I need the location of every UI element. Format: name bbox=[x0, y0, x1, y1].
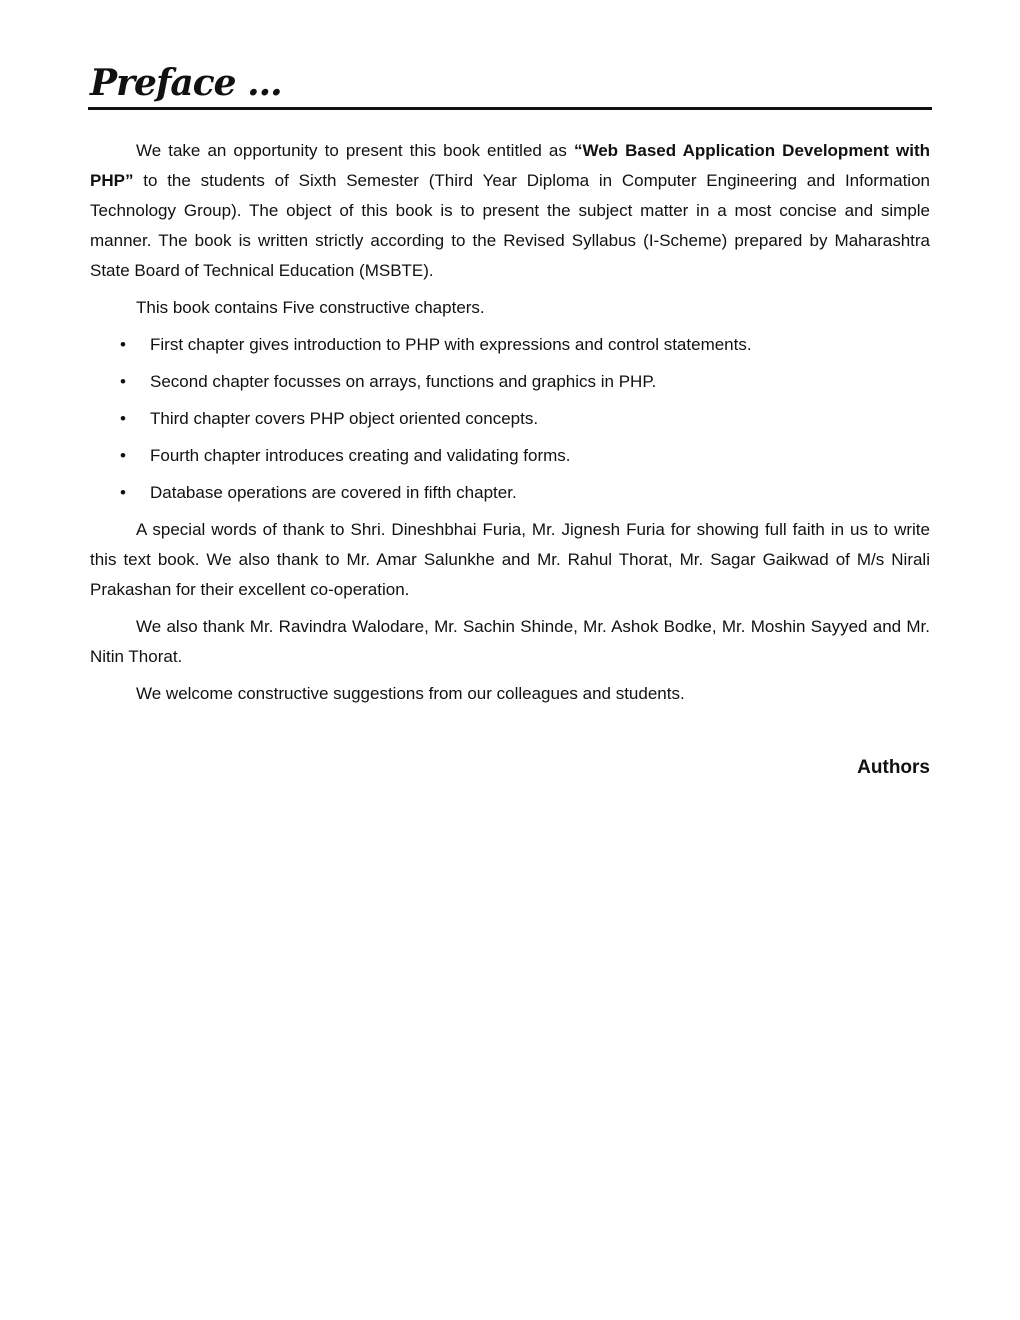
thanks-paragraph-2: We also thank Mr. Ravindra Walodare, Mr. Sachin Shinde, Mr. Ashok Bodke, Mr. Moshin Sayyed and Mr. Nitin Thorat. bbox=[90, 617, 930, 666]
list-item bbox=[90, 367, 930, 397]
list-item bbox=[90, 330, 930, 360]
thanks-paragraph: A special words of thank to Shri. Dineshbhai Furia, Mr. Jignesh Furia for showing full faith in us to write this text book. We also thank to Mr. Amar Salunkhe and Mr. Rahul Thorat, Mr. Sagar Gaikwad of M/s Nirali Prakashan for their excellent co-operation. bbox=[90, 520, 930, 599]
signature: Authors bbox=[857, 757, 930, 778]
bullet-icon: • bbox=[120, 372, 126, 391]
bullet-icon: • bbox=[120, 409, 126, 428]
bullet-icon: • bbox=[120, 483, 126, 502]
list-item bbox=[90, 441, 930, 471]
intro-paragraph bbox=[90, 136, 930, 286]
list-item-text: Second chapter focusses on arrays, functions and graphics in PHP. bbox=[150, 372, 657, 391]
list-item bbox=[90, 478, 930, 508]
intro-text: We take an opportunity to present this book entitled as bbox=[136, 141, 574, 160]
closing-paragraph: We welcome constructive suggestions from our colleagues and students. bbox=[136, 684, 685, 703]
preface-body bbox=[90, 136, 930, 716]
list-item-text: Fourth chapter introduces creating and validating forms. bbox=[150, 446, 571, 465]
title-divider bbox=[88, 107, 932, 110]
bullet-icon: • bbox=[120, 446, 126, 465]
list-item-text: Third chapter covers PHP object oriented concepts. bbox=[150, 409, 539, 428]
intro-text-cont: to the students of Sixth Semester (Third Year Diploma in Computer Engineering and Information Technology Group). The object of this book is to present the subject matter in a most concise and simple manner. The book is written strictly according to the Revised Syllabus (I-Scheme) prepared by Maharashtra State Board of Technical Education (MSBTE). bbox=[90, 171, 930, 280]
book-title: “Web Based Application Development with PHP” bbox=[90, 141, 930, 190]
page-title: Preface ... bbox=[90, 62, 282, 104]
list-item bbox=[90, 404, 930, 434]
list-item-text: Database operations are covered in fifth chapter. bbox=[150, 483, 517, 502]
list-item-text: First chapter gives introduction to PHP with expressions and control statements. bbox=[150, 335, 752, 354]
chapter-list bbox=[90, 330, 930, 508]
chapters-intro: This book contains Five constructive chapters. bbox=[136, 298, 485, 317]
bullet-icon: • bbox=[120, 335, 126, 354]
